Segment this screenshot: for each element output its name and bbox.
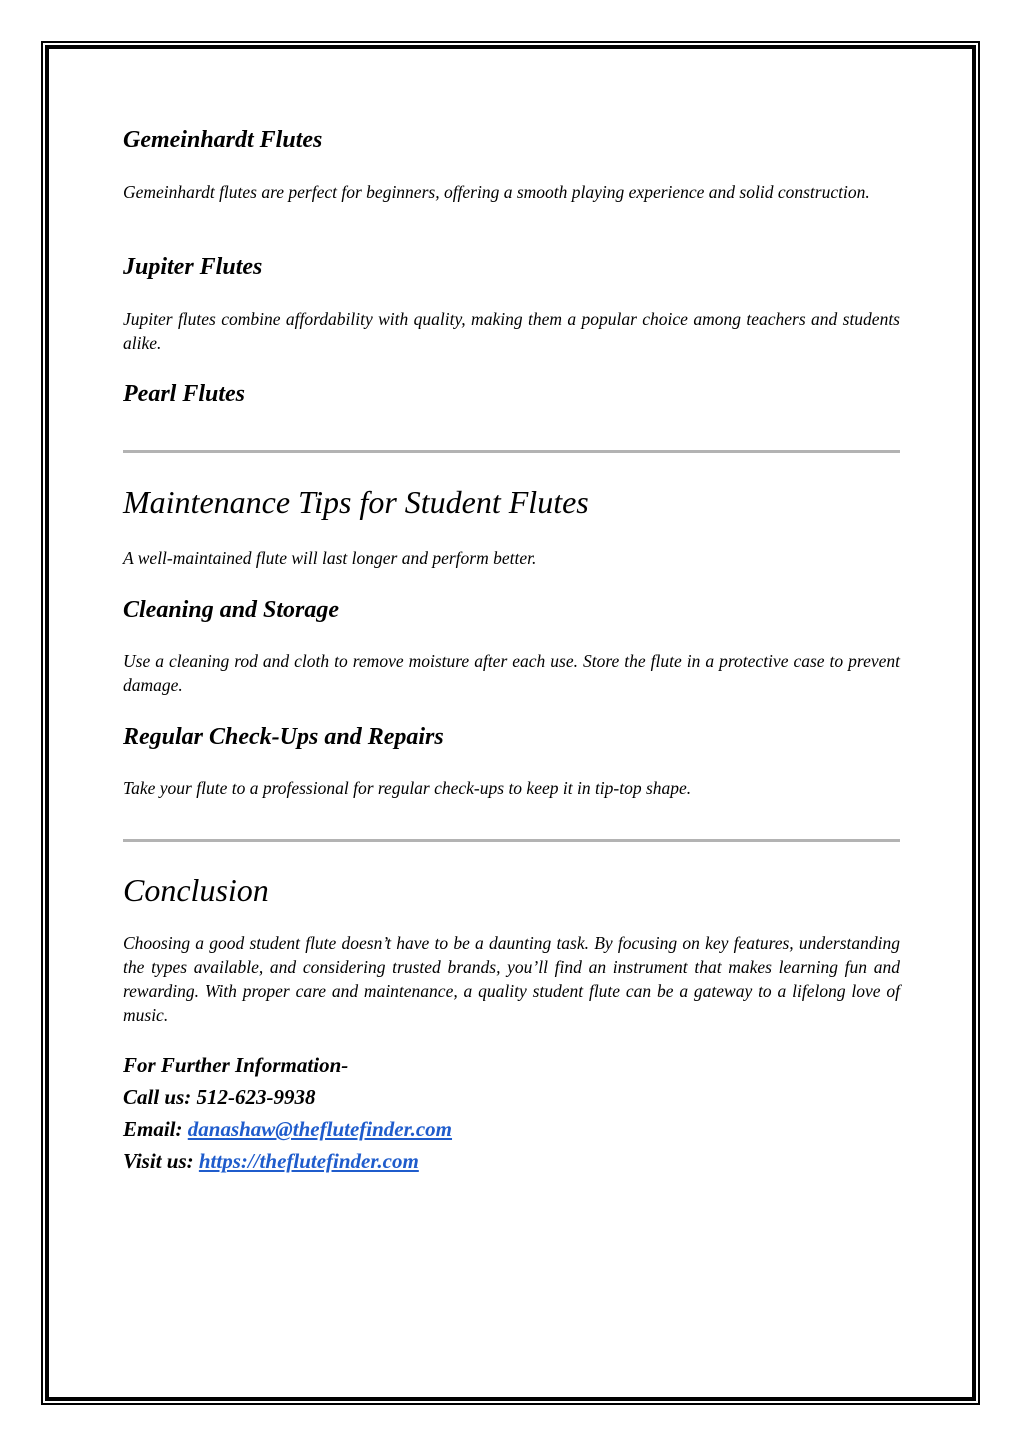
jupiter-heading: Jupiter Flutes bbox=[123, 254, 263, 280]
phone-line bbox=[123, 1084, 316, 1110]
cleaning-heading: Cleaning and Storage bbox=[123, 597, 340, 623]
phone-label: Call us: bbox=[123, 1085, 197, 1109]
email-label: Email: bbox=[123, 1117, 188, 1141]
contact-title: For Further Information- bbox=[123, 1053, 349, 1077]
conclusion-paragraph: Choosing a good student flute doesn’t have to be a daunting task. By focusing on key features, understanding the types available, and considering trusted brands, you’ll find an instrument that makes learning fun and rewarding. With proper care and maintenance, a quality student flute can be a gateway to a lifelong love of music. bbox=[123, 933, 900, 1025]
maintenance-heading: Maintenance Tips for Student Flutes bbox=[123, 484, 589, 520]
jupiter-paragraph: Jupiter flutes combine affordability with quality, making them a popular choice among teachers and students alike. bbox=[123, 309, 900, 353]
email-link[interactable]: danashaw@theflutefinder.com bbox=[187, 1117, 453, 1141]
email-line bbox=[123, 1116, 452, 1142]
conclusion-heading: Conclusion bbox=[123, 872, 269, 908]
section-divider bbox=[123, 450, 900, 453]
section-divider bbox=[123, 839, 900, 842]
website-line bbox=[123, 1148, 419, 1174]
website-link[interactable]: https://theflutefinder.com bbox=[198, 1149, 419, 1173]
checkups-heading: Regular Check-Ups and Repairs bbox=[123, 724, 444, 750]
gemeinhardt-heading: Gemeinhardt Flutes bbox=[123, 127, 323, 153]
maintenance-intro: A well-maintained flute will last longer and perform better. bbox=[123, 548, 537, 568]
gemeinhardt-paragraph: Gemeinhardt flutes are perfect for beginners, offering a smooth playing experience and solid construction. bbox=[123, 182, 870, 202]
checkups-paragraph: Take your flute to a professional for regular check-ups to keep it in tip-top shape. bbox=[123, 778, 692, 798]
pearl-heading: Pearl Flutes bbox=[123, 381, 246, 407]
phone-number: 512-623-9938 bbox=[196, 1085, 316, 1109]
website-label: Visit us: bbox=[123, 1149, 199, 1173]
cleaning-paragraph: Use a cleaning rod and cloth to remove moisture after each use. Store the flute in a protective case to prevent damage. bbox=[123, 651, 900, 695]
